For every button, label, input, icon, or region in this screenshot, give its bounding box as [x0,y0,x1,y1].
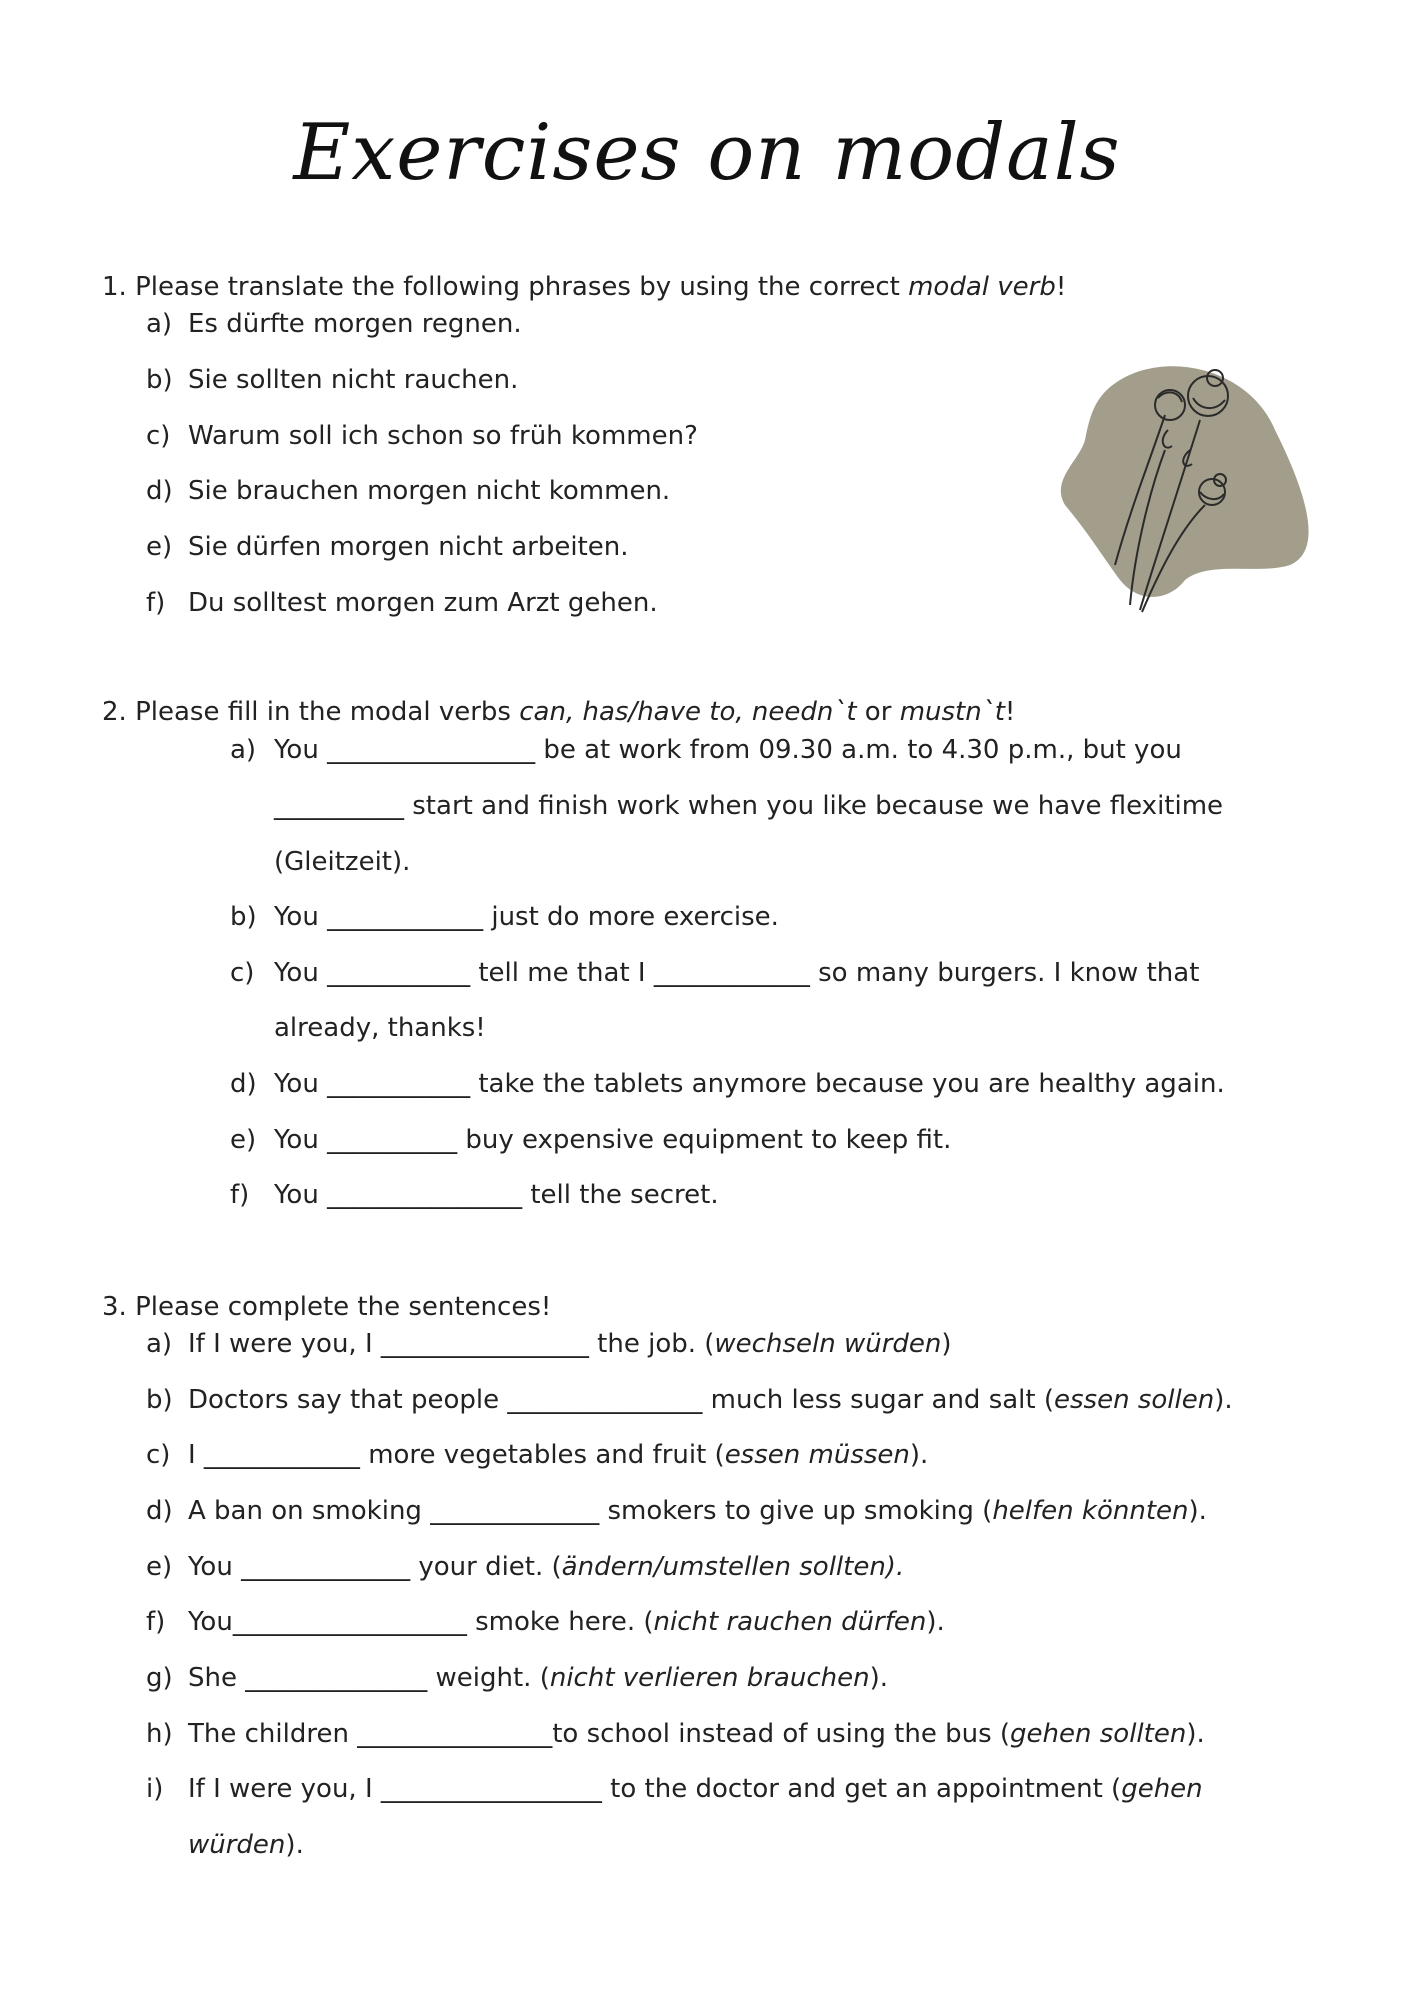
item-text: __________ start and finish work when you like because we have flexitime [274,791,1224,821]
sentence-text: A ban on smoking _____________ smokers to give up smoking ( [188,1496,993,1526]
german-hint: nicht rauchen dürfen [653,1607,927,1637]
item-text [188,1440,928,1470]
item-label: d) [230,1069,257,1099]
item-label: d) [146,476,173,506]
item-label: a) [146,309,173,339]
item-text [188,1552,904,1582]
flower-blob-icon [1060,360,1322,620]
item-text: (Gleitzeit). [274,847,411,877]
item-text [188,1496,1207,1526]
item-label: e) [146,1552,173,1582]
item-label: g) [146,1663,173,1693]
item-text: You _______________ tell the secret. [274,1180,719,1210]
sentence-text: You__________________ smoke here. ( [188,1607,654,1637]
sentence-end: ). [909,1440,929,1470]
sentence-text: She ______________ weight. ( [188,1663,550,1693]
sentence-end: ). [869,1663,888,1693]
item-text: You ___________ take the tablets anymore because you are healthy again. [274,1069,1225,1099]
german-hint: wechseln würden [714,1329,942,1359]
item-text [188,1830,304,1860]
item-text: Sie brauchen morgen nicht kommen. [188,476,671,506]
item-text: Sie sollten nicht rauchen. [188,365,519,395]
german-hint: würden [188,1830,286,1860]
item-label: e) [146,532,173,562]
sentence-text: The children _______________to school instead of using the bus ( [188,1719,1011,1749]
item-text: You ________________ be at work from 09.30 a.m. to 4.30 p.m., but you [274,735,1182,765]
sentence-text: If I were you, I _________________ to the doctor and get an appointment ( [188,1774,1122,1804]
heading-emphasis: modal verb [908,272,1056,302]
item-text [188,1774,1203,1804]
item-text: You __________ buy expensive equipment to keep fit. [274,1125,952,1155]
heading-text: 2. Please fill in the modal verbs [102,697,520,727]
item-text [188,1329,952,1359]
item-text: Warum soll ich schon so früh kommen? [188,421,698,451]
item-label: c) [230,958,255,988]
german-hint: helfen könnten [992,1496,1189,1526]
heading-emphasis: can, has/have to, needn`t [519,697,857,727]
item-label: f) [146,588,166,618]
item-text: Es dürfte morgen regnen. [188,309,522,339]
item-label: i) [146,1774,164,1804]
german-hint: gehen sollten [1010,1719,1187,1749]
item-text [188,1663,888,1693]
item-label: b) [230,902,257,932]
sentence-text: You _____________ your diet. ( [188,1552,562,1582]
item-label: b) [146,1385,173,1415]
item-text: Du solltest morgen zum Arzt gehen. [188,588,658,618]
german-hint: nicht verlieren brauchen [549,1663,870,1693]
item-text: You ___________ tell me that I ____________ so many burgers. I know that [274,958,1200,988]
heading-text-end: ! [1055,272,1067,302]
heading-text-end: ! [1004,697,1016,727]
sentence-text: If I were you, I ________________ the job. ( [188,1329,715,1359]
item-label: c) [146,1440,171,1470]
item-label: f) [146,1607,166,1637]
item-label: e) [230,1125,257,1155]
sentence-text: I ____________ more vegetables and fruit ( [188,1440,725,1470]
item-text: Sie dürfen morgen nicht arbeiten. [188,532,629,562]
sentence-end: ). [926,1607,945,1637]
item-label: d) [146,1496,173,1526]
item-label: f) [230,1180,250,1210]
german-hint: essen sollen [1054,1385,1215,1415]
sentence-end: ) [941,1329,952,1359]
sentence-end: ). [1186,1719,1205,1749]
heading-text-mid: or [856,697,900,727]
heading-emphasis: mustn`t [899,697,1005,727]
section-1-heading [102,272,1066,302]
sentence-end: ). [1188,1496,1207,1526]
section-2-heading [102,697,1015,727]
heading-text: 1. Please translate the following phrases by using the correct [102,272,909,302]
item-text [188,1607,945,1637]
german-hint: essen müssen [724,1440,910,1470]
german-hint: gehen [1121,1774,1203,1804]
item-label: a) [146,1329,173,1359]
item-text [188,1385,1233,1415]
german-hint: ändern/umstellen sollten). [561,1552,905,1582]
item-text [188,1719,1205,1749]
section-3-heading: 3. Please complete the sentences! [102,1292,552,1322]
item-label: h) [146,1719,173,1749]
sentence-end: ). [1214,1385,1233,1415]
item-text: You ____________ just do more exercise. [274,902,779,932]
sentence-text: Doctors say that people _______________ much less sugar and salt ( [188,1385,1054,1415]
item-text: already, thanks! [274,1013,486,1043]
page-title: Exercises on modals [293,108,1121,198]
sentence-end: ). [285,1830,304,1860]
item-label: a) [230,735,257,765]
item-label: c) [146,421,171,451]
item-label: b) [146,365,173,395]
